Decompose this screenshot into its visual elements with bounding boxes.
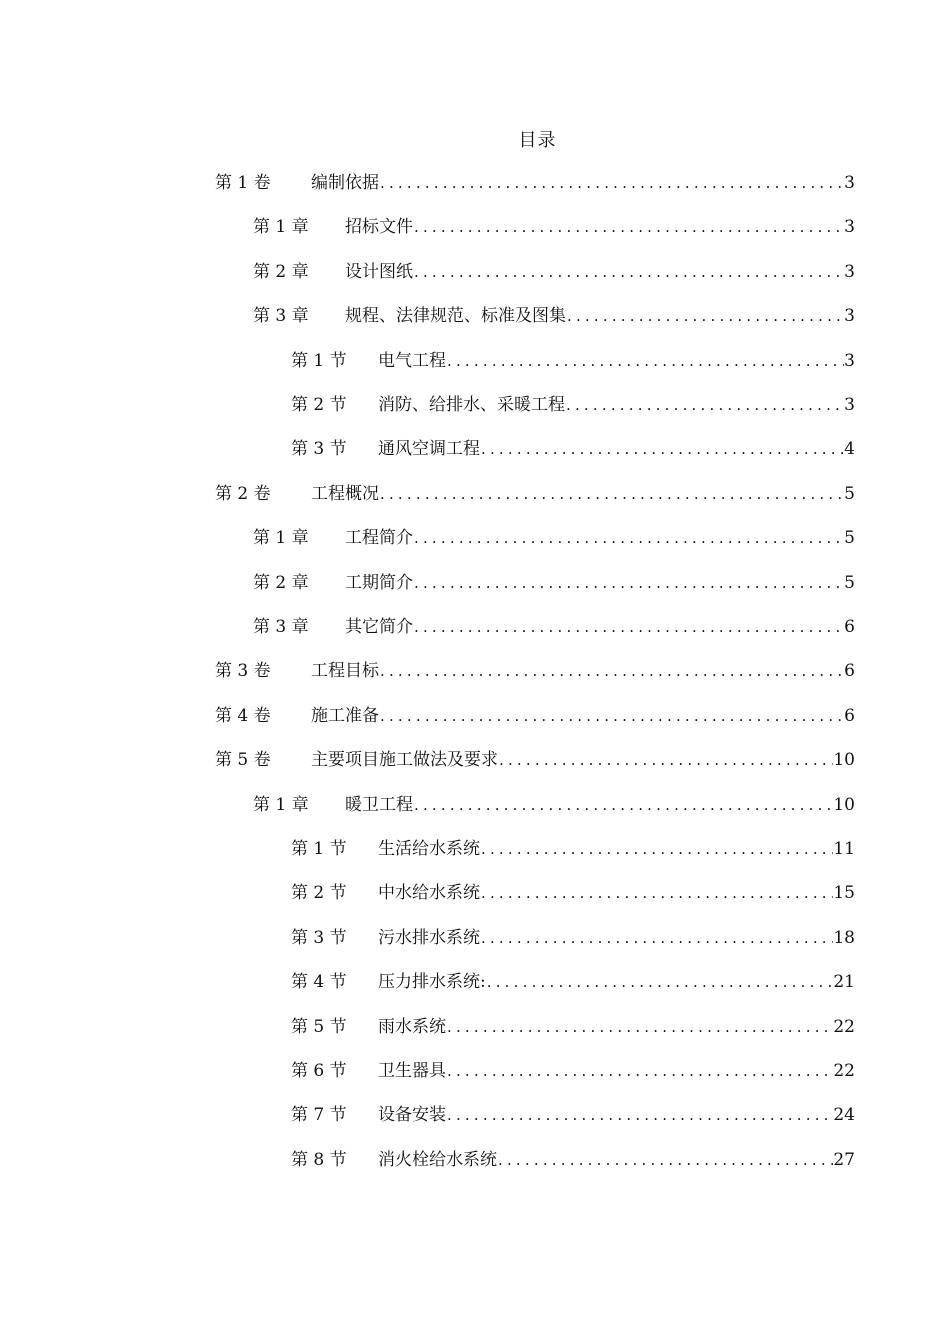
toc-entry-label: 污水排水系统: [378, 927, 480, 948]
toc-dot-leader: [446, 348, 844, 374]
toc-dot-leader: [497, 1147, 833, 1173]
toc-entry-page: 6: [844, 661, 855, 682]
toc-entry[interactable]: [253, 214, 855, 240]
toc-entry-page: 10: [833, 794, 855, 815]
toc-entry[interactable]: [291, 880, 855, 906]
toc-dot-leader: [480, 925, 833, 951]
toc-entry-number: 第 4 节: [291, 972, 347, 993]
toc-entry[interactable]: [291, 1014, 855, 1040]
toc-dot-leader: [480, 880, 833, 906]
toc-dot-leader: [413, 792, 833, 818]
toc-entry-label: 编制依据: [311, 173, 379, 193]
toc-dot-leader: [480, 436, 844, 462]
toc-entry-page: 24: [833, 1105, 855, 1126]
toc-entry[interactable]: [215, 703, 855, 729]
toc-entry-number: 第 1 章: [253, 217, 309, 238]
toc-entry-label: 主要项目施工做法及要求: [311, 750, 498, 771]
toc-entry-label: 设备安装: [378, 1105, 446, 1126]
toc-entry-page: 3: [844, 350, 855, 371]
toc-entry-page: 27: [833, 1149, 855, 1170]
toc-entry-label: 消防、给排水、采暖工程: [378, 395, 565, 415]
toc-entry[interactable]: [215, 481, 855, 507]
toc-entry[interactable]: [215, 658, 855, 684]
toc-entry-page: 3: [844, 217, 855, 238]
toc-entry-label: 工程概况: [311, 483, 379, 504]
toc-entry-page: 3: [844, 173, 855, 193]
toc-entry-number: 第 1 节: [291, 350, 347, 371]
toc-dot-leader: [498, 747, 833, 773]
toc-entry[interactable]: [253, 570, 855, 596]
toc-entry[interactable]: [291, 1058, 855, 1084]
toc-entry-label: 施工准备: [311, 705, 379, 726]
toc-entry-number: 第 5 节: [291, 1016, 347, 1037]
toc-entry-label: 卫生器具: [378, 1061, 446, 1081]
toc-entry[interactable]: [215, 747, 855, 773]
toc-dot-leader: [379, 658, 844, 684]
toc-entry-page: 3: [844, 261, 855, 282]
toc-entry-label: 设计图纸: [345, 261, 413, 282]
toc-entry-label: 消火栓给水系统: [378, 1149, 497, 1170]
toc-entry[interactable]: [291, 925, 855, 951]
toc-dot-leader: [413, 214, 844, 240]
toc-entry-number: 第 2 节: [291, 883, 347, 904]
toc-entry[interactable]: [215, 170, 855, 196]
toc-entry-label: 雨水系统: [378, 1016, 446, 1037]
toc-entry[interactable]: [291, 392, 855, 418]
toc-entry-number: 第 2 章: [253, 572, 309, 593]
toc-entry[interactable]: [253, 614, 855, 640]
toc-entry-number: 第 2 卷: [215, 483, 271, 504]
toc-entry-number: 第 3 章: [253, 306, 309, 327]
toc-entry[interactable]: [291, 1102, 855, 1128]
toc-entry-page: 18: [833, 927, 855, 948]
toc-entry-page: 6: [844, 617, 855, 637]
toc-entry-page: 5: [844, 528, 855, 549]
toc-entry-number: 第 8 节: [291, 1149, 347, 1170]
toc-entry[interactable]: [253, 259, 855, 285]
toc-entry-number: 第 3 节: [291, 439, 347, 460]
toc-entry[interactable]: [253, 525, 855, 551]
toc-entry-label: 压力排水系统:: [378, 972, 486, 993]
toc-dot-leader: [486, 969, 834, 995]
toc-entry-label: 通风空调工程: [378, 439, 480, 460]
toc-entry-number: 第 2 节: [291, 395, 347, 415]
toc-dot-leader: [379, 703, 844, 729]
toc-entry-number: 第 2 章: [253, 261, 309, 282]
toc-entry-number: 第 1 卷: [215, 173, 271, 193]
toc-entry-label: 工期简介: [345, 572, 413, 593]
toc-dot-leader: [565, 392, 844, 418]
toc-entry-number: 第 1 章: [253, 794, 309, 815]
toc-entry-number: 第 5 卷: [215, 750, 271, 771]
toc-dot-leader: [413, 259, 844, 285]
toc-entry[interactable]: [291, 969, 855, 995]
toc-entry-label: 规程、法律规范、标准及图集: [345, 306, 566, 327]
toc-entry-label: 生活给水系统: [378, 839, 480, 859]
toc-dot-leader: [566, 303, 844, 329]
toc-dot-leader: [480, 836, 833, 862]
page-title: 目录: [518, 130, 557, 151]
toc-entry-page: 5: [844, 572, 855, 593]
toc-entry-page: 10: [833, 750, 855, 771]
toc-entry-page: 3: [844, 395, 855, 415]
toc-entry-label: 工程目标: [311, 661, 379, 682]
toc-entry-page: 11: [833, 839, 855, 859]
toc-entry[interactable]: [291, 348, 855, 374]
toc-entry[interactable]: [253, 303, 855, 329]
toc-dot-leader: [379, 481, 844, 507]
toc-dot-leader: [413, 570, 844, 596]
toc-entry-page: 15: [833, 883, 855, 904]
toc-entry[interactable]: [291, 836, 855, 862]
toc-entry-label: 中水给水系统: [378, 883, 480, 904]
toc-dot-leader: [379, 170, 844, 196]
toc-entry-page: 5: [844, 483, 855, 504]
toc-entry-number: 第 7 节: [291, 1105, 347, 1126]
toc-entry-page: 3: [844, 306, 855, 327]
toc-entry-number: 第 3 章: [253, 617, 309, 637]
toc-entry-page: 21: [833, 972, 855, 993]
toc-entry-number: 第 3 节: [291, 927, 347, 948]
toc-entry-label: 工程简介: [345, 528, 413, 549]
toc-dot-leader: [413, 614, 844, 640]
toc-dot-leader: [413, 525, 844, 551]
toc-entry-label: 其它简介: [345, 617, 413, 637]
toc-entry-label: 招标文件: [345, 217, 413, 238]
toc-entry-page: 4: [844, 439, 855, 460]
toc-entry-number: 第 6 节: [291, 1061, 347, 1081]
toc-dot-leader: [446, 1058, 833, 1084]
toc-entry-page: 22: [833, 1061, 855, 1081]
toc-entry-number: 第 3 卷: [215, 661, 271, 682]
toc-entry[interactable]: [291, 436, 855, 462]
toc-entry-label: 暖卫工程: [345, 794, 413, 815]
toc-entry[interactable]: [291, 1147, 855, 1173]
toc-entry-number: 第 1 章: [253, 528, 309, 549]
toc-entry-page: 22: [833, 1016, 855, 1037]
toc-entry[interactable]: [253, 792, 855, 818]
toc-entry-number: 第 4 卷: [215, 705, 271, 726]
toc-entry-label: 电气工程: [378, 350, 446, 371]
toc-dot-leader: [446, 1014, 833, 1040]
toc-entry-page: 6: [844, 705, 855, 726]
toc-dot-leader: [446, 1102, 833, 1128]
toc-entry-number: 第 1 节: [291, 839, 347, 859]
